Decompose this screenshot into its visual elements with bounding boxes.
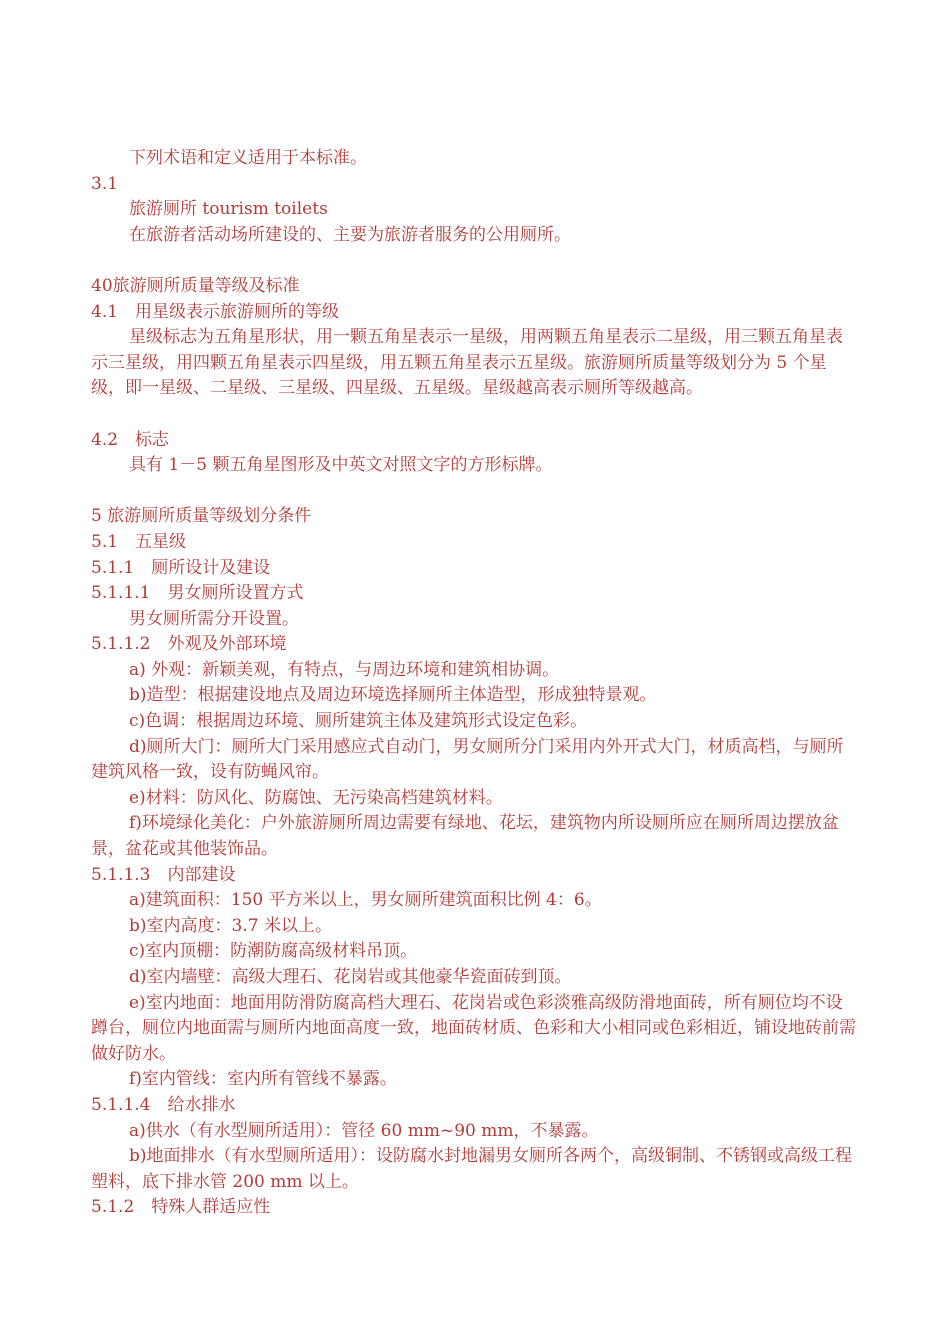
paragraph-p-4-2: 具有 1－5 颗五角星图形及中英文对照文字的方形标牌。 xyxy=(129,455,553,476)
section-heading-sec-4-2: 4.2 标志 xyxy=(91,429,170,450)
section-heading-sec-5-1-1-2: 5.1.1.2 外观及外部环境 xyxy=(91,634,287,655)
paragraph-p-5-1-1-2-e: e)材料：防风化、防腐蚀、无污染高档建筑材料。 xyxy=(129,787,503,808)
section-heading-sec-5-1: 5.1 五星级 xyxy=(91,531,187,552)
section-heading-sec-3-1: 3.1 xyxy=(91,173,119,194)
paragraph-p-5-1-1-4-a: a)供水（有水型厕所适用）：管径 60 mm~90 mm，不暴露。 xyxy=(129,1120,599,1141)
paragraph-p-4-1: 星级标志为五角星形状，用一颗五角星表示一星级，用两颗五角星表示二星级，用三颗五角星表示三星级，用四颗五角星表示四星级，用五颗五角星表示五星级。旅游厕所质量等级划分为 5 个星级，即一星级、二星级、三星级、四星级、五星级。星级越高表示厕所等级越高。 xyxy=(91,327,843,399)
paragraph-p-5-1-1-2-d: d)厕所大门：厕所大门采用感应式自动门，男女厕所分门采用内外开式大门，材质高档，与厕所建筑风格一致，设有防蝇风帘。 xyxy=(91,736,844,783)
paragraph-term-def: 在旅游者活动场所建设的、主要为旅游者服务的公用厕所。 xyxy=(129,224,571,245)
paragraph-p-5-1-1-2-f: f)环境绿化美化：户外旅游厕所周边需要有绿地、花坛，建筑物内所设厕所应在厕所周边摆放盆景，盆花或其他装饰品。 xyxy=(91,813,839,860)
section-heading-sec-5-1-1-1: 5.1.1.1 男女厕所设置方式 xyxy=(91,583,304,604)
section-heading-sec-4: 40旅游厕所质量等级及标准 xyxy=(91,275,300,296)
section-heading-sec-5-1-1-4: 5.1.1.4 给水排水 xyxy=(91,1094,236,1115)
section-heading-sec-5-1-1: 5.1.1 厕所设计及建设 xyxy=(91,557,271,578)
paragraph-p-5-1-1-4-b: b)地面排水（有水型厕所适用）：设防腐水封地漏男女厕所各两个，高级铜制、不锈钢或高级工程塑料，底下排水管 200 mm 以上。 xyxy=(91,1146,853,1192)
paragraph-p-5-1-1-3-d: d)室内墙壁：高级大理石、花岗岩或其他豪华瓷面砖到顶。 xyxy=(129,967,572,987)
paragraph-gap xyxy=(91,479,858,505)
paragraph-gap xyxy=(91,402,858,428)
section-heading-sec-5-1-2: 5.1.2 特殊人群适应性 xyxy=(91,1197,271,1218)
paragraph-p-5-1-1-3-f: f)室内管线：室内所有管线不暴露。 xyxy=(129,1069,397,1090)
paragraph-term-name: 旅游厕所 tourism toilets xyxy=(129,199,328,220)
section-heading-sec-5-1-1-3: 5.1.1.3 内部建设 xyxy=(91,864,236,885)
paragraph-p-5-1-1-1: 男女厕所需分开设置。 xyxy=(129,608,299,629)
paragraph-p-5-1-1-2-a: a) 外观：新颖美观，有特点，与周边环境和建筑相协调。 xyxy=(129,659,560,680)
section-heading-sec-4-1: 4.1 用星级表示旅游厕所的等级 xyxy=(91,301,340,322)
paragraph-intro: 下列术语和定义适用于本标准。 xyxy=(129,148,367,168)
paragraph-p-5-1-1-3-b: b)室内高度：3.7 米以上。 xyxy=(129,915,332,936)
paragraph-p-5-1-1-2-c: c)色调：根据周边环境、厕所建筑主体及建筑形式设定色彩。 xyxy=(129,711,588,732)
paragraph-gap xyxy=(91,248,858,274)
paragraph-p-5-1-1-3-a: a)建筑面积：150 平方米以上，男女厕所建筑面积比例 4：6。 xyxy=(129,890,602,911)
paragraph-p-5-1-1-3-c: c)室内顶棚：防潮防腐高级材料吊顶。 xyxy=(129,941,418,962)
document-body xyxy=(91,146,858,1221)
paragraph-p-5-1-1-2-b: b)造型：根据建设地点及周边环境选择厕所主体造型，形成独特景观。 xyxy=(129,685,657,706)
section-heading-sec-5: 5 旅游厕所质量等级划分条件 xyxy=(91,506,312,527)
paragraph-p-5-1-1-3-e: e)室内地面：地面用防滑防腐高档大理石、花岗岩或色彩淡雅高级防滑地面砖，所有厕位均不设蹲台，厕位内地面需与厕所内地面高度一致，地面砖材质、色彩和大小相同或色彩相近，铺设地砖前需做好防水。 xyxy=(91,992,856,1064)
